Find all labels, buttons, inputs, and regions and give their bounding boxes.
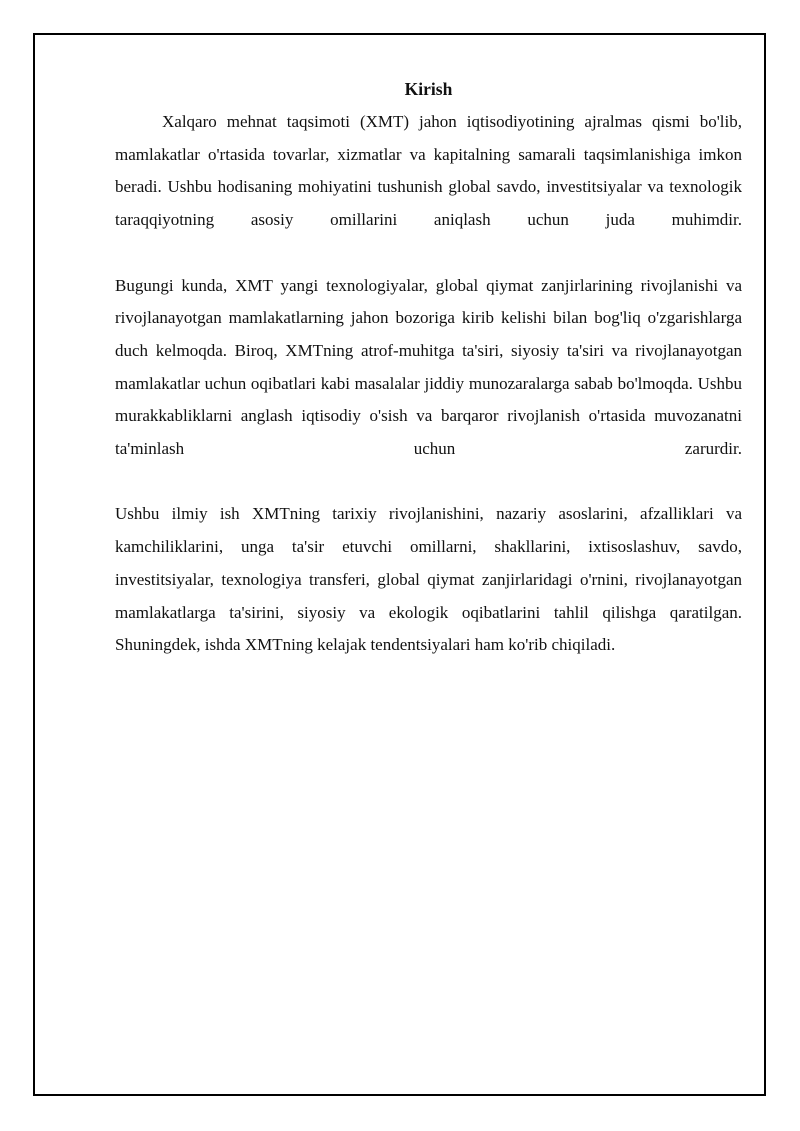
document-body bbox=[115, 76, 742, 662]
paragraph-3: Ushbu ilmiy ish XMTning tarixiy rivojlanishini, nazariy asoslarini, afzalliklari va kamchiliklarini, unga ta'sir etuvchi omillarni, shakllarini, ixtisoslashuv, savdo, investitsiyalar, texnologiya transferi, global qiymat zanjirlaridagi o'rnini, rivojlanayotgan mamlakatlarga ta'sirini, siyosiy va ekologik oqibatlarini tahlil qilishga qaratilgan. Shuningdek, ishda XMTning kelajak tendentsiyalari ham ko'rib chiqiladi. bbox=[115, 504, 742, 655]
paragraph-2: Bugungi kunda, XMT yangi texnologiyalar, global qiymat zanjirlarining rivojlanishi va rivojlanayotgan mamlakatlarning jahon bozoriga kirib kelishi bilan bog'liq o'zgarishlarga duch kelmoqda. Biroq, XMTning atrof-muhitga ta'siri, siyosiy ta'siri va rivojlanayotgan mamlakatlar uchun oqibatlari kabi masalalar jiddiy munozaralarga sabab bo'lmoqda. Ushbu murakkabliklarni anglash iqtisodiy o'sish va barqaror rivojlanish o'rtasida muvozanatni ta'minlash uchun zarurdir. bbox=[115, 275, 742, 459]
section-title: Kirish bbox=[404, 79, 453, 99]
paragraph-gap bbox=[115, 237, 742, 270]
paragraph-1: Xalqaro mehnat taqsimoti (XMT) jahon iqtisodiyotining ajralmas qismi bo'lib, mamlakatlar o'rtasida tovarlar, xizmatlar va kapitalning samarali taqsimlanishiga imkon beradi. Ushbu hodisaning mohiyatini tushunish global savdo, investitsiyalar va texnologik taraqqiyotning asosiy omillarini aniqlash uchun juda muhimdir. bbox=[115, 112, 742, 230]
paragraph-gap bbox=[115, 466, 742, 499]
